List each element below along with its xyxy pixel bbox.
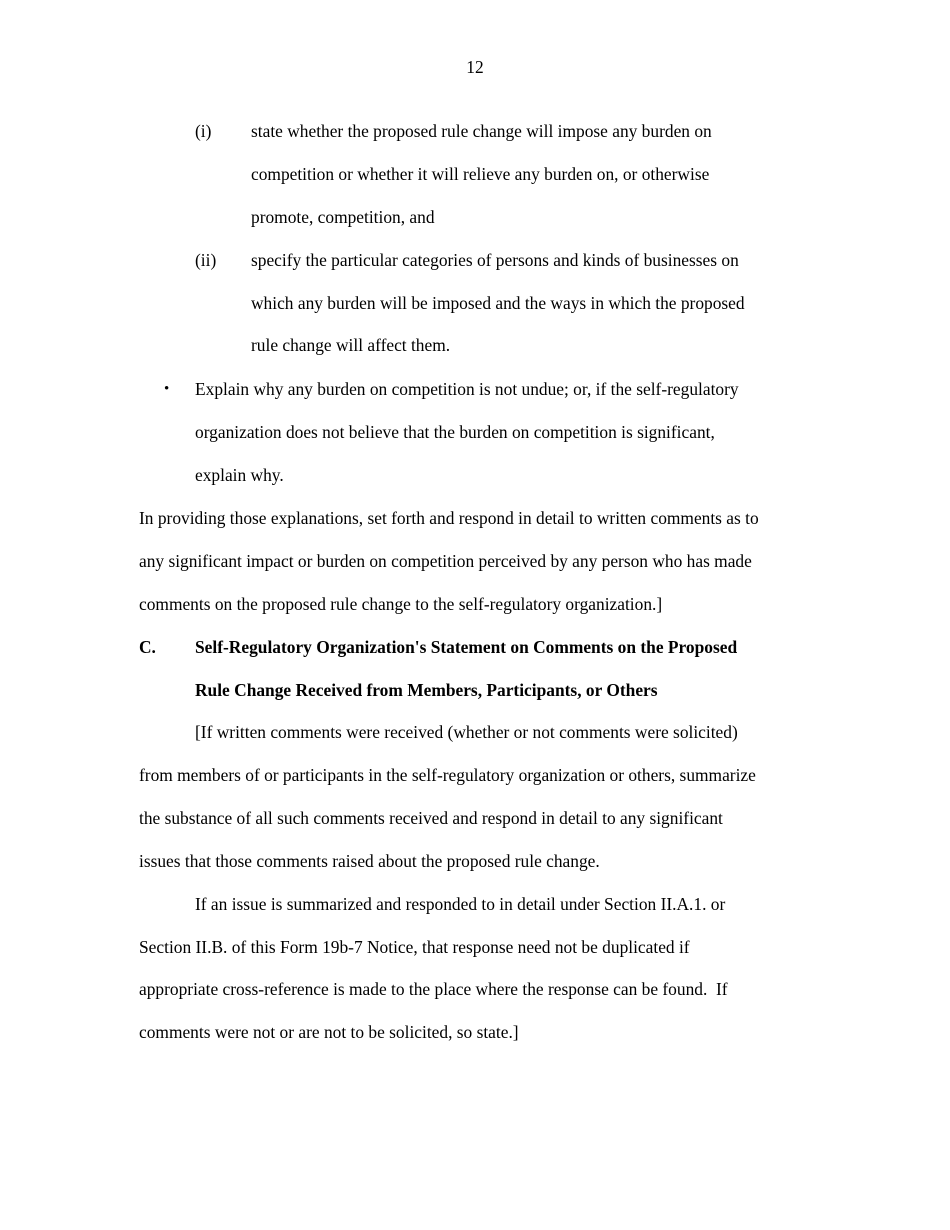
list-item-line: specify the particular categories of persons and kinds of businesses on [251, 250, 739, 270]
list-item-label: (ii) [195, 250, 217, 270]
list-item-label: (i) [195, 121, 212, 141]
paragraph-line: from members of or participants in the self-regulatory organization or others, summarize [139, 765, 756, 785]
paragraph-line: In providing those explanations, set forth and respond in detail to written comments as to [139, 508, 759, 528]
bullet-line: explain why. [195, 465, 284, 485]
paragraph-line: the substance of all such comments received and respond in detail to any significant [139, 808, 723, 828]
paragraph-line: If an issue is summarized and responded to in detail under Section II.A.1. or [195, 894, 726, 914]
paragraph-line: comments on the proposed rule change to the self-regulatory organization.] [139, 594, 663, 614]
list-item-line: competition or whether it will relieve any burden on, or otherwise [251, 164, 710, 184]
paragraph-line: [If written comments were received (whether or not comments were solicited) [195, 722, 738, 742]
bullet-line: Explain why any burden on competition is not undue; or, if the self-regulatory [195, 379, 739, 399]
paragraph-line: issues that those comments raised about the proposed rule change. [139, 851, 600, 871]
list-item-line: which any burden will be imposed and the ways in which the proposed [251, 293, 745, 313]
paragraph-line: any significant impact or burden on competition perceived by any person who has made [139, 551, 752, 571]
list-item-line: promote, competition, and [251, 207, 435, 227]
paragraph-line: Section II.B. of this Form 19b-7 Notice, that response need not be duplicated if [139, 937, 690, 957]
bullet-icon: • [164, 381, 170, 397]
section-title: Self-Regulatory Organization's Statement on Comments on the Proposed [195, 637, 738, 657]
section-label: C. [139, 637, 156, 657]
bullet-line: organization does not believe that the burden on competition is significant, [195, 422, 715, 442]
list-item-line: state whether the proposed rule change will impose any burden on [251, 121, 712, 141]
section-title: Rule Change Received from Members, Participants, or Others [195, 680, 658, 700]
list-item-line: rule change will affect them. [251, 335, 451, 355]
paragraph-line: comments were not or are not to be solicited, so state.] [139, 1022, 519, 1042]
paragraph-line: appropriate cross-reference is made to the place where the response can be found. If [139, 979, 728, 999]
page-number: 12 [466, 57, 484, 77]
